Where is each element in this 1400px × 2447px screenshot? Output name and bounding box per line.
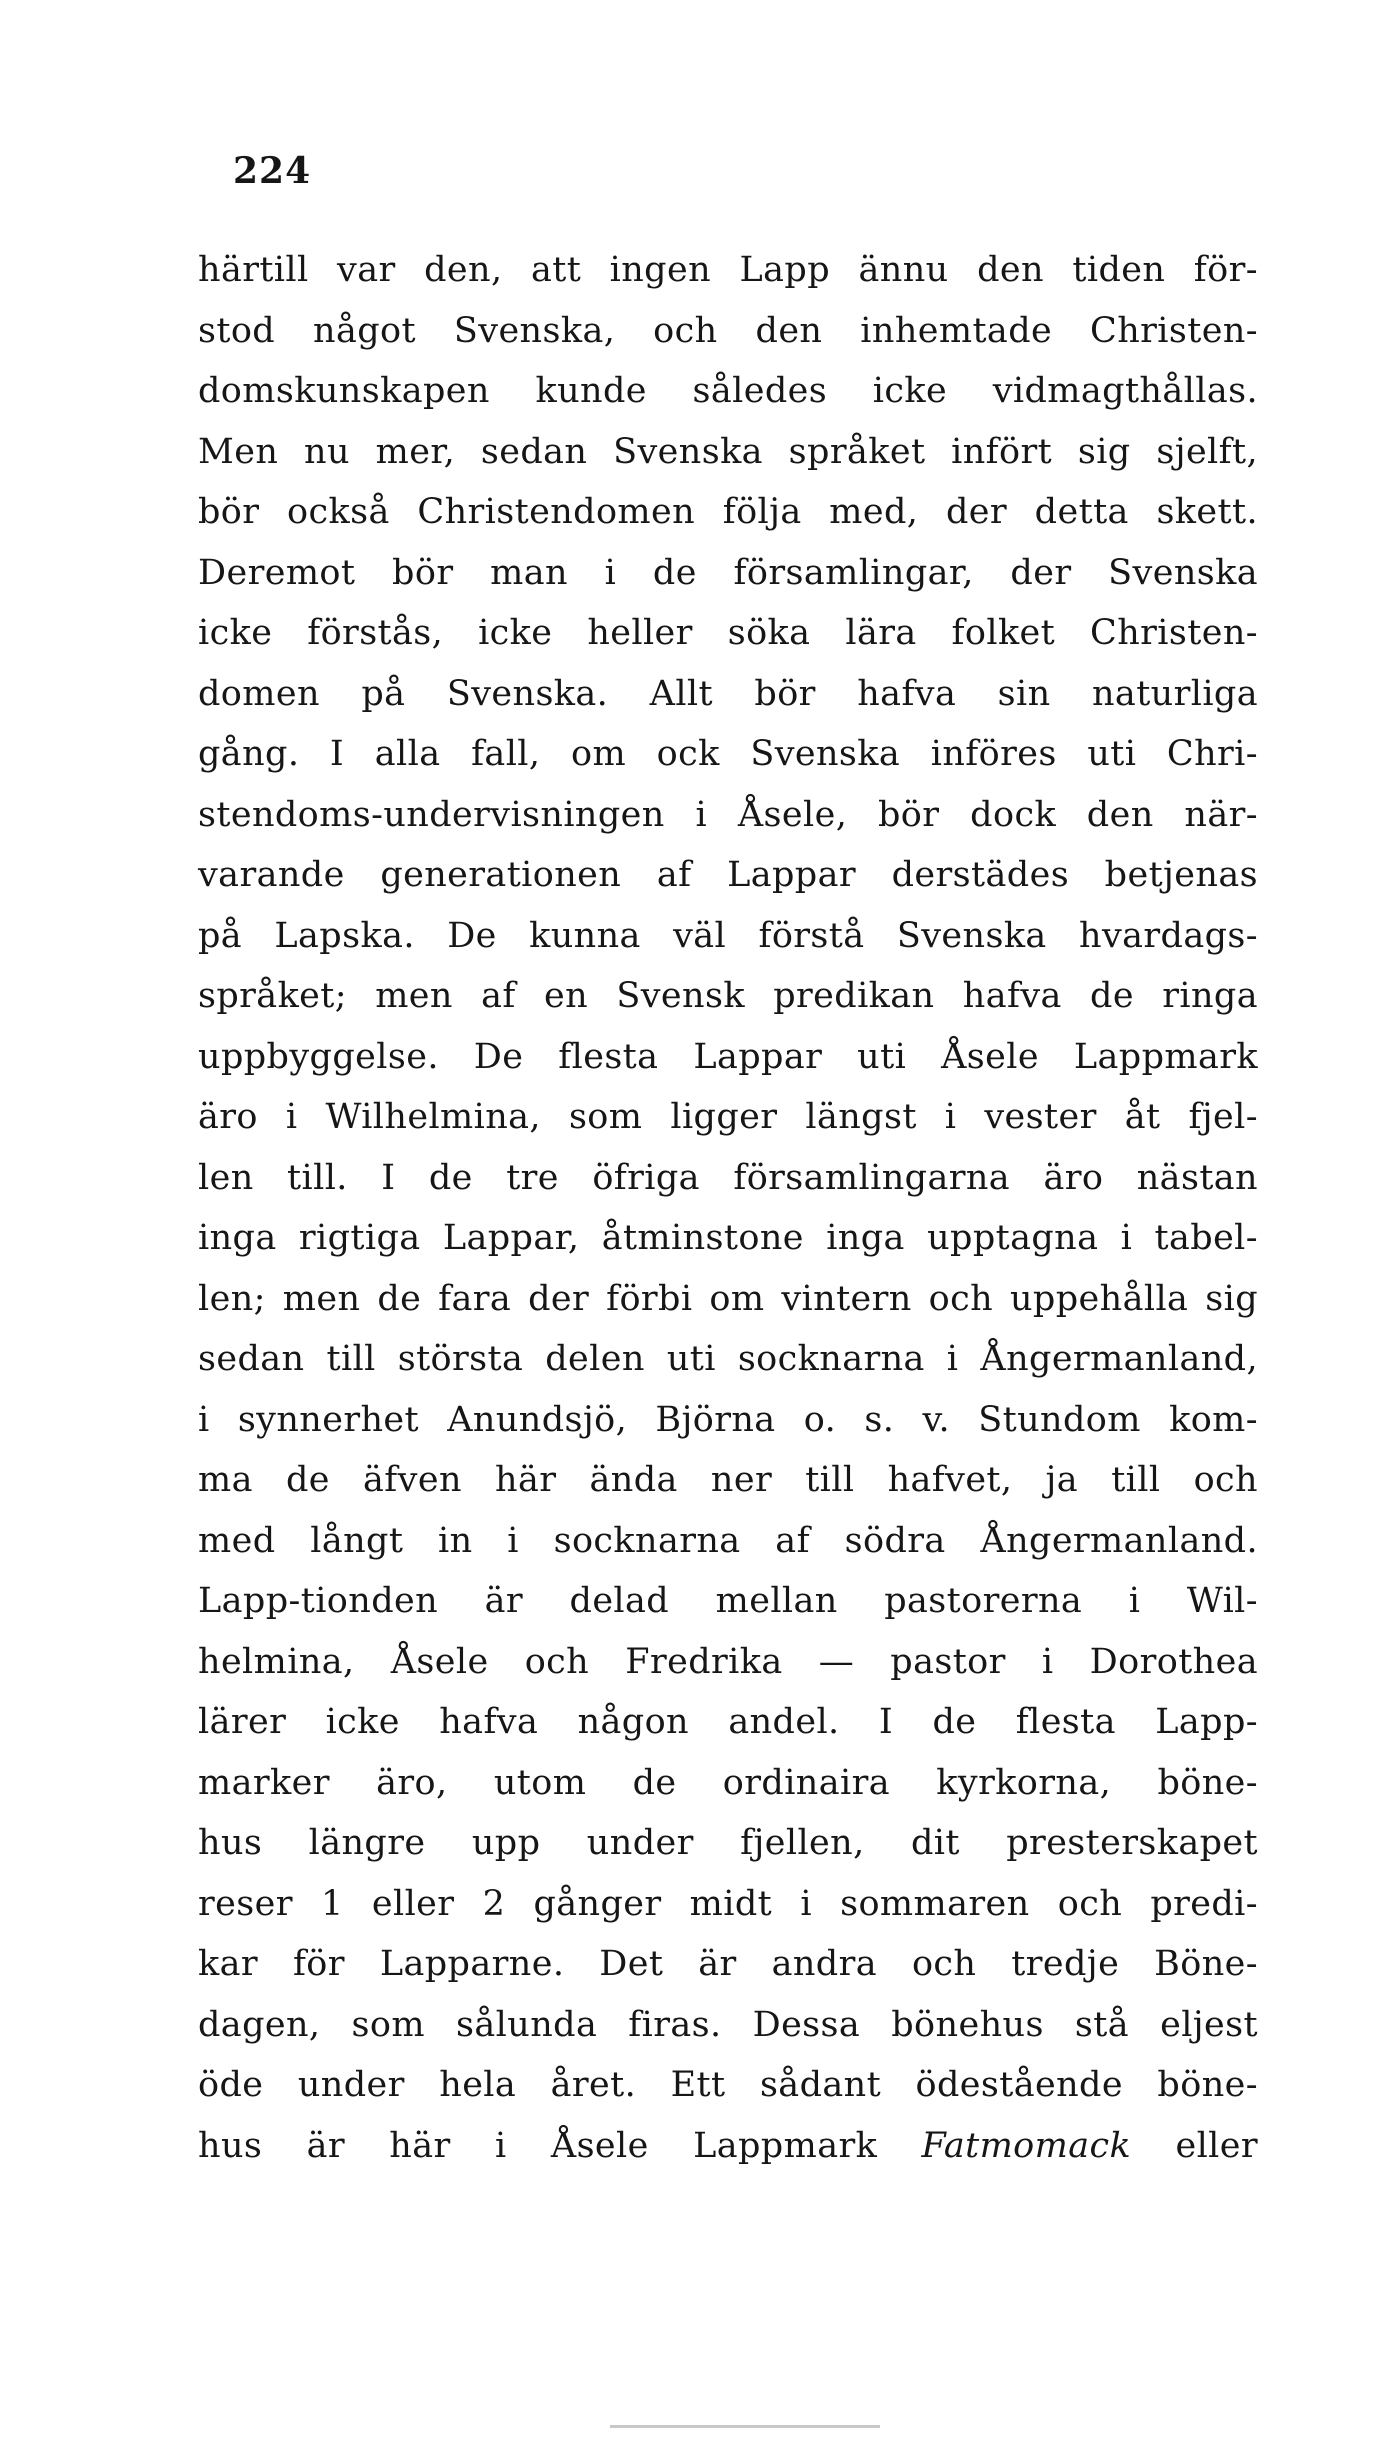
text-line: icke förstås, icke heller söka lära folket Christen-	[198, 613, 1258, 653]
text-line: hus längre upp under fjellen, dit presterskapet	[198, 1823, 1258, 1863]
text-line: bör också Christendomen följa med, der detta skett.	[198, 492, 1258, 532]
text-line: stendoms-undervisningen i Åsele, bör dock den när-	[198, 794, 1258, 835]
text-line: öde under hela året. Ett sådant ödestående böne-	[198, 2065, 1258, 2105]
text-line: Deremot bör man i de församlingar, der Svenska	[198, 552, 1258, 593]
text-line: lärer icke hafva någon andel. I de flesta Lapp-	[198, 1702, 1258, 1742]
text-line: dagen, som sålunda firas. Dessa bönehus stå eljest	[198, 2004, 1258, 2045]
last-line-suffix: eller	[1131, 2125, 1259, 2166]
body-text	[198, 240, 1258, 2176]
place-name-italic: Fatmomack	[921, 2125, 1132, 2166]
last-line-prefix: hus är här i Åsele Lappmark	[198, 2125, 922, 2166]
text-line: med långt in i socknarna af södra Ångermanland.	[198, 1520, 1258, 1561]
text-line: på Lapska. De kunna väl förstå Svenska hvardags-	[198, 915, 1258, 956]
text-line: äro i Wilhelmina, som ligger längst i vester åt fjel-	[198, 1097, 1258, 1137]
page-number: 224	[233, 150, 312, 192]
text-line: sedan till största delen uti socknarna i Ångermanland,	[198, 1339, 1258, 1379]
text-line: reser 1 eller 2 gånger midt i sommaren och predi-	[198, 1883, 1258, 1924]
text-line-last	[198, 2116, 1258, 2177]
text-line: härtill var den, att ingen Lapp ännu den tiden för-	[198, 250, 1258, 290]
text-line: ma de äfven här ända ner till hafvet, ja till och	[198, 1460, 1258, 1500]
text-line: inga rigtiga Lappar, åtminstone inga upptagna i tabel-	[198, 1218, 1258, 1258]
text-line: marker äro, utom de ordinaira kyrkorna, böne-	[198, 1762, 1258, 1803]
text-line: i synnerhet Anundsjö, Björna o. s. v. Stundom kom-	[198, 1399, 1258, 1440]
text-line: gång. I alla fall, om ock Svenska införes uti Chri-	[198, 734, 1258, 774]
text-line: helmina, Åsele och Fredrika — pastor i Dorothea	[198, 1641, 1258, 1682]
page-bottom-rule	[610, 2425, 880, 2428]
text-line: Men nu mer, sedan Svenska språket infört sig sjelft,	[198, 431, 1258, 472]
text-line: len till. I de tre öfriga församlingarna äro nästan	[198, 1157, 1258, 1198]
text-line: Lapp-tionden är delad mellan pastorerna i Wil-	[198, 1581, 1258, 1621]
text-line: uppbyggelse. De flesta Lappar uti Åsele Lappmark	[198, 1036, 1258, 1077]
text-line: språket; men af en Svensk predikan hafva de ringa	[198, 976, 1258, 1016]
text-line: domskunskapen kunde således icke vidmagthållas.	[198, 371, 1258, 411]
text-line: stod något Svenska, och den inhemtade Christen-	[198, 310, 1258, 351]
text-line: kar för Lapparne. Det är andra och tredje Böne-	[198, 1944, 1258, 1984]
text-line: varande generationen af Lappar derstädes betjenas	[198, 855, 1258, 895]
text-line: len; men de fara der förbi om vintern och uppehålla sig	[198, 1278, 1258, 1319]
text-line: domen på Svenska. Allt bör hafva sin naturliga	[198, 673, 1258, 714]
